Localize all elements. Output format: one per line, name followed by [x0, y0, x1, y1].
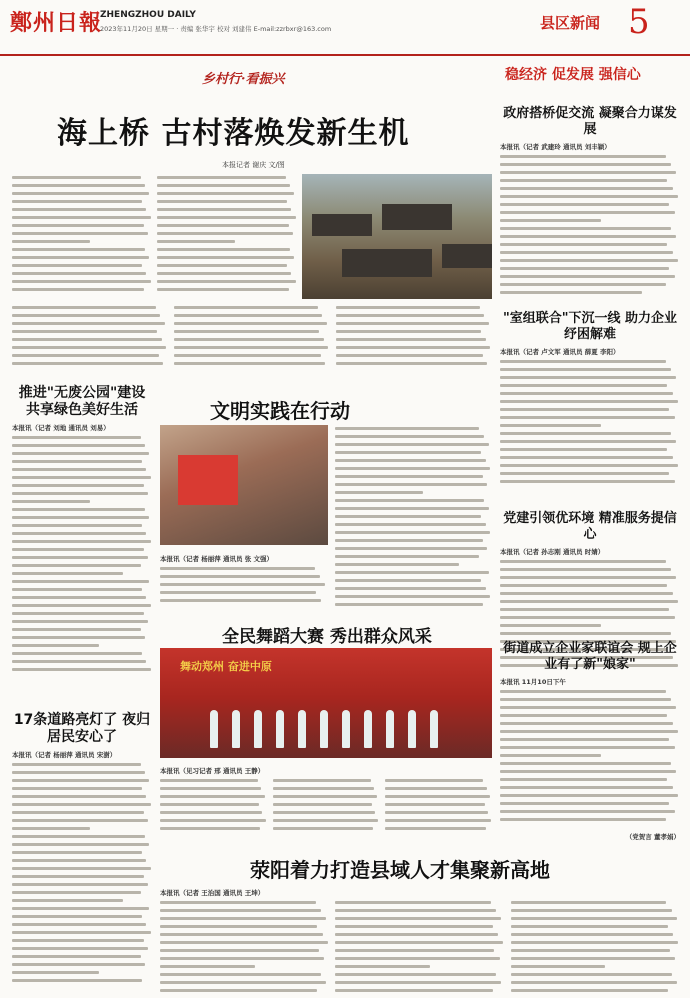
- talent-headline: 荥阳着力打造县域人才集聚新高地: [250, 858, 550, 882]
- dancer-figure: [232, 710, 240, 748]
- dance-body: [160, 777, 492, 837]
- feature-text-col-1: [12, 174, 152, 299]
- civil-caption: [160, 550, 328, 610]
- dance-byline: 本报讯（见习记者 邢 通讯员 王静）: [160, 767, 265, 775]
- dance-headline: 全民舞蹈大赛 秀出群众风采: [222, 627, 432, 647]
- feature-headline: 海上桥 古村落焕发新生机: [57, 116, 410, 151]
- civil-headline: 文明实践在行动: [210, 399, 350, 423]
- dancer-figure: [298, 710, 306, 748]
- article-wasteless-park: [12, 385, 152, 675]
- civil-caption-byline: 本报讯（记者 杨丽萍 通讯员 张 文强）: [160, 555, 274, 563]
- park-byline: 本报讯（记者 刘地 通讯员 刘易）: [12, 424, 110, 432]
- dancer-figure: [254, 710, 262, 748]
- dance-text: [160, 762, 492, 837]
- feature-lower-text: [12, 304, 492, 374]
- slogan-banner: 稳经济 促发展 强信心: [505, 67, 641, 83]
- article-streetlights: [12, 712, 152, 992]
- dancer-figure: [342, 710, 350, 748]
- article-room-group: [500, 311, 680, 491]
- issue-line: 2023年11月20日 星期一 · 责编 张华宇 校对 刘建伟 E-mail:zzrbxr@163.com: [100, 25, 332, 33]
- article-gov-bridge: [500, 106, 680, 306]
- park-text: [12, 434, 152, 674]
- a4-text: [500, 688, 680, 828]
- feature-article: [12, 56, 492, 376]
- civil-text: [335, 425, 492, 615]
- right-column: [500, 86, 680, 846]
- civil-photo: [160, 425, 328, 545]
- a1-headline: 政府搭桥促交流 凝聚合力谋发展: [503, 106, 677, 137]
- signals-headline: 17条道路亮灯了 夜归居民安心了: [13, 712, 151, 745]
- talent-body: [160, 899, 680, 995]
- a2-headline: "室组联合"下沉一线 助力企业纾困解难: [502, 311, 678, 342]
- dance-photo: [160, 648, 492, 758]
- a3-byline: 本报讯（记者 孙志刚 通讯员 时婧）: [500, 548, 605, 556]
- section-name: 县区新闻: [540, 14, 601, 32]
- signals-byline: 本报讯（记者 杨丽萍 通讯员 宋澍）: [12, 751, 117, 759]
- a4-signoff: （党贺言 董孝娟）: [625, 833, 680, 841]
- a2-text: [500, 358, 680, 488]
- dancer-figure: [210, 710, 218, 748]
- feature-text-col-2: [157, 174, 297, 299]
- talent-byline: 本报讯（记者 王治国 通讯员 王坤）: [160, 889, 265, 897]
- article-entrepreneur-assoc: [500, 641, 680, 846]
- dancer-figure: [430, 710, 438, 748]
- park-headline: 推进"无废公园"建设 共享绿色美好生活: [18, 385, 146, 418]
- a4-byline: 本报讯 11月10日下午: [500, 678, 566, 686]
- feature-byline: 本报记者 谢庆 文/图: [222, 161, 285, 169]
- a2-byline: 本报讯（记者 卢文军 通讯员 薛夏 李阳）: [500, 348, 620, 356]
- article-talent: [160, 850, 680, 995]
- a3-headline: 党建引领优环境 精准服务提信心: [503, 511, 677, 542]
- page-number: 5: [628, 2, 650, 42]
- a1-byline: 本报讯（记者 武建玲 通讯员 刘丰颖）: [500, 143, 611, 151]
- dance-stage-banner: 舞动郑州 奋进中原: [180, 660, 272, 673]
- masthead: [0, 0, 690, 56]
- talent-text: [160, 884, 680, 994]
- dancer-figure: [320, 710, 328, 748]
- dancer-figure: [276, 710, 284, 748]
- article-civilization: [160, 385, 492, 615]
- article-dance-contest: [160, 622, 492, 837]
- feature-kicker: 乡村行·看振兴: [202, 72, 285, 87]
- newspaper-logo: 鄭州日報: [10, 10, 103, 36]
- dancer-figure: [364, 710, 372, 748]
- dancer-figure: [386, 710, 394, 748]
- dancer-figure: [408, 710, 416, 748]
- feature-village-photo: [302, 174, 492, 299]
- signals-text: [12, 761, 152, 991]
- a1-text: [500, 153, 680, 303]
- a4-headline: 街道成立企业家联谊会 规上企业有了新"娘家": [503, 641, 677, 672]
- paper-english-name: ZHENGZHOU DAILY: [100, 10, 196, 20]
- civil-caption-text: [160, 565, 328, 609]
